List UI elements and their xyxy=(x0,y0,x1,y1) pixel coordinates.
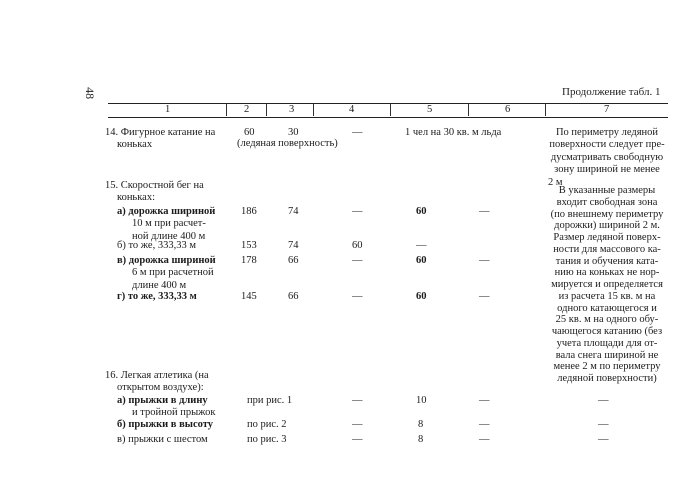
row-14-col-3: 30 xyxy=(288,127,299,138)
row-15-note-line: из расчета 15 кв. м на xyxy=(558,290,656,302)
row-15b-col-5: — xyxy=(416,240,427,251)
row-16v-col-7: — xyxy=(598,434,609,445)
row-14-note-line: 2 м xyxy=(548,176,563,188)
row-15a-name-line: 10 м при расчет- xyxy=(132,218,206,230)
row-15a-col-2: 186 xyxy=(241,206,257,217)
row-16a-col-5: 10 xyxy=(416,395,427,406)
row-15-note-line: менее 2 м по периметру xyxy=(553,361,661,373)
header-separator xyxy=(266,104,267,116)
row-16v-col-6: — xyxy=(479,434,490,445)
row-15g-col-3: 66 xyxy=(288,291,299,302)
row-16-name xyxy=(105,370,209,395)
header-separator xyxy=(545,104,546,116)
row-15a-col-5: 60 xyxy=(416,206,427,217)
row-15v-name-line: длине 400 м xyxy=(132,279,187,291)
row-15v-name-line: в) дорожка шириной xyxy=(117,255,216,266)
row-15-note-line: 25 кв. м на одного обу- xyxy=(555,314,659,326)
row-16-name-line: 16. Легкая атлетика (на xyxy=(105,370,209,381)
page-number: 48 xyxy=(83,87,98,100)
row-14-note xyxy=(548,127,666,189)
row-15a-col-6: — xyxy=(479,206,490,217)
row-14-col-23-note: (ледяная поверхность) xyxy=(237,138,338,149)
row-14-note-line: зону шириной не менее xyxy=(554,164,660,176)
row-16b-name: б) прыжки в высоту xyxy=(117,419,214,430)
row-14-name-line: 14. Фигурное катание на xyxy=(105,127,216,138)
row-15-note-line: мируется и определяется xyxy=(551,279,663,290)
row-15v-col-5: 60 xyxy=(416,255,427,266)
row-16a-name xyxy=(117,395,215,420)
row-15-note-line: учета площади для от- xyxy=(556,337,658,349)
row-15-name-line: 15. Скоростной бег на xyxy=(105,180,204,191)
row-15v-col-3: 66 xyxy=(288,255,299,266)
row-14-name-line: коньках xyxy=(117,139,153,151)
header-col-4: 4 xyxy=(349,104,355,115)
row-15g-col-4: — xyxy=(352,291,363,302)
row-15-note-line: ледяной поверхности) xyxy=(557,373,657,384)
row-14-col-56: 1 чел на 30 кв. м льда xyxy=(405,127,502,138)
row-15v-name-line: 6 м при расчетной xyxy=(132,267,214,279)
row-16v-col-5: 8 xyxy=(418,434,424,445)
table-continuation-label: Продолжение табл. 1 xyxy=(562,86,661,98)
row-15-note-line: (по внешнему периметру xyxy=(550,208,664,220)
row-15-note-line: ности для массового ка- xyxy=(553,243,661,255)
row-15-note-line: тания и обучения ката- xyxy=(555,255,659,267)
row-15v-col-4: — xyxy=(352,255,363,266)
row-16v-col-23: по рис. 3 xyxy=(247,434,287,445)
row-15v-col-6: — xyxy=(479,255,490,266)
header-bottom-rule xyxy=(108,117,668,118)
row-15-note-line: Размер ледяной поверх- xyxy=(553,232,661,243)
header-separator xyxy=(390,104,391,116)
row-16a-col-6: — xyxy=(479,395,490,406)
row-14-note-line: дусматривать свободную xyxy=(550,151,664,163)
header-top-rule xyxy=(108,103,668,104)
row-15a-col-4: — xyxy=(352,206,363,217)
row-15a-name xyxy=(117,206,215,243)
header-col-6: 6 xyxy=(505,104,511,115)
row-15b-col-2: 153 xyxy=(241,240,257,251)
row-15b-col-4: 60 xyxy=(352,240,363,251)
header-col-2: 2 xyxy=(244,104,250,115)
row-15v-col-2: 178 xyxy=(241,255,257,266)
header-col-1: 1 xyxy=(165,104,171,115)
row-16v-name: в) прыжки с шестом xyxy=(117,434,208,445)
row-15-note-line: вала снега шириной не xyxy=(555,349,659,361)
row-15-name xyxy=(105,180,204,205)
row-16b-col-23: по рис. 2 xyxy=(247,419,287,430)
row-16a-name-line: и тройной прыжок xyxy=(132,407,216,419)
row-15g-name: г) то же, 333,33 м xyxy=(117,291,197,302)
row-14-name xyxy=(105,127,215,152)
header-separator xyxy=(313,104,314,116)
header-col-7: 7 xyxy=(604,104,610,115)
row-16-name-line: открытом воздухе): xyxy=(117,382,204,394)
row-15a-col-3: 74 xyxy=(288,206,299,217)
row-16b-col-4: — xyxy=(352,419,363,430)
row-16v-col-4: — xyxy=(352,434,363,445)
row-15b-col-3: 74 xyxy=(288,240,299,251)
row-14-note-line: поверхности следует пре- xyxy=(549,139,665,151)
row-15a-name-line: ной длине 400 м xyxy=(132,230,206,242)
row-15g-col-6: — xyxy=(479,291,490,302)
row-15-note-line: В указанные размеры xyxy=(558,185,656,196)
header-separator xyxy=(468,104,469,116)
row-16b-col-6: — xyxy=(479,419,490,430)
row-14-col-2: 60 xyxy=(244,127,255,138)
row-15-note-line: дорожки) шириной 2 м. xyxy=(554,220,660,232)
row-15g-col-5: 60 xyxy=(416,291,427,302)
row-14-note-line: По периметру ледяной xyxy=(555,127,659,138)
row-15-note xyxy=(548,185,666,385)
row-15-note-line: входит свободная зона xyxy=(556,196,658,208)
row-16a-col-4: — xyxy=(352,395,363,406)
row-16a-col-23: при рис. 1 xyxy=(247,395,293,406)
row-14-col-4: — xyxy=(352,127,363,138)
header-col-3: 3 xyxy=(289,104,295,115)
row-15-name-line: коньках: xyxy=(117,192,155,204)
row-16a-name-line: а) прыжки в длину xyxy=(117,395,208,406)
header-col-5: 5 xyxy=(427,104,433,115)
row-15-note-line: чающегося катанию (без xyxy=(551,326,663,337)
row-15-note-line: одного катающегося и xyxy=(557,302,657,314)
row-15-note-line: нию на коньках не нор- xyxy=(554,267,660,279)
row-16a-col-7: — xyxy=(598,395,609,406)
row-15g-col-2: 145 xyxy=(241,291,257,302)
header-separator xyxy=(226,104,227,116)
row-15v-name xyxy=(117,255,216,292)
row-16b-col-7: — xyxy=(598,419,609,430)
row-15a-name-line: а) дорожка шириной xyxy=(117,206,216,217)
row-16b-col-5: 8 xyxy=(418,419,424,430)
row-15b-name: б) то же, 333,33 м xyxy=(117,240,196,251)
